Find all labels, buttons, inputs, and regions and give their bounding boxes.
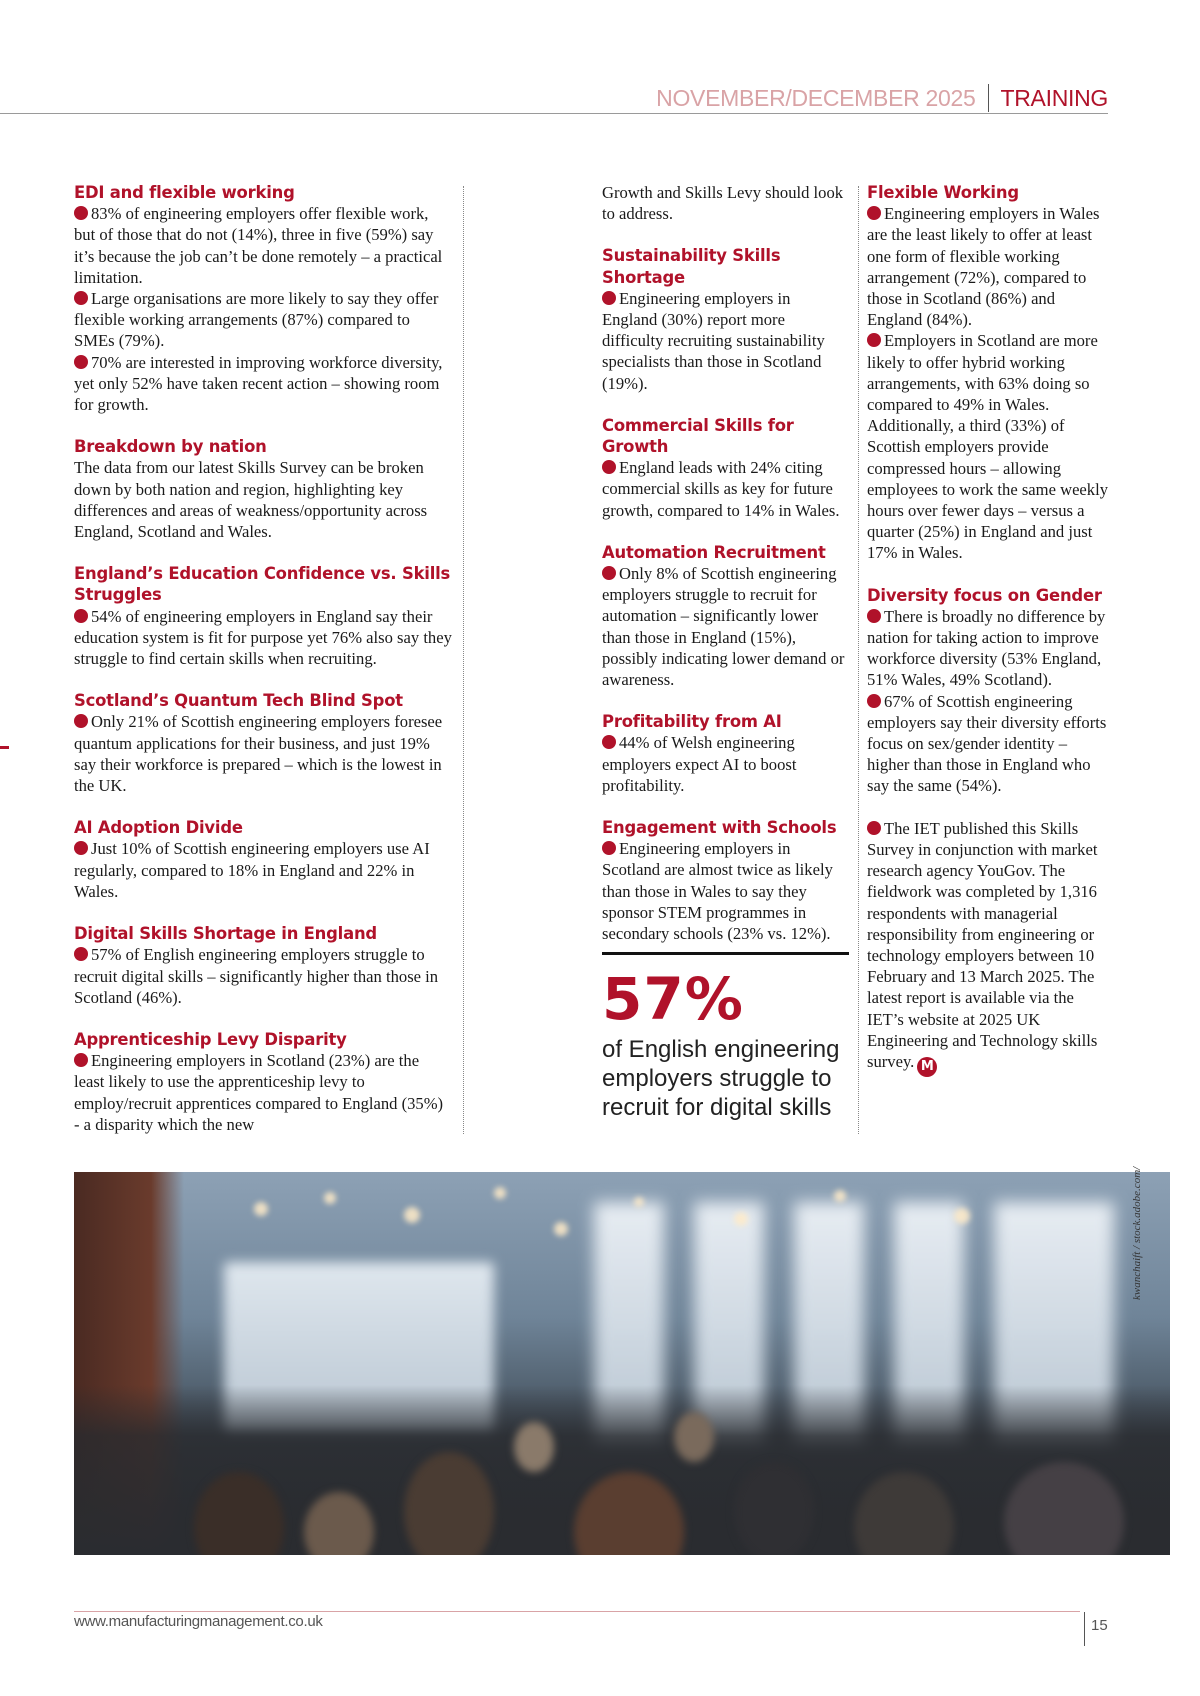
section-heading: AI Adoption Divide xyxy=(74,818,243,838)
column-divider xyxy=(858,186,859,1134)
bullet-paragraph: 70% are interested in improving workforce diversity, yet only 52% have taken recent action – showing room for growth. xyxy=(74,352,443,415)
section-name: TRAINING xyxy=(1000,84,1108,111)
column-1 xyxy=(74,182,452,1156)
article-section xyxy=(867,818,1112,1077)
bullet-paragraph: Engineering employers in England (30%) report more difficulty recruiting sustainability specialists than those in Scotland (19%). xyxy=(602,288,825,393)
bullet-paragraph: 67% of Scottish engineering employers say their diversity efforts focus on sex/gender identity – higher than those in England who say the same (54%). xyxy=(867,691,1107,796)
section-heading: Automation Recruitment xyxy=(602,542,826,562)
bullet-paragraph: Engineering employers in Scotland are almost twice as likely than those in Wales to say they sponsor STEM programmes in secondary schools (23% vs. 12%). xyxy=(602,839,833,944)
paragraph: Growth and Skills Levy should look to address. xyxy=(602,183,844,224)
article-section xyxy=(602,817,849,944)
section-heading: England’s Education Confidence vs. Skills Struggles xyxy=(74,564,451,605)
article-section xyxy=(602,415,849,521)
article-section xyxy=(602,245,849,393)
bullet-icon xyxy=(867,333,881,347)
paragraph: The data from our latest Skills Survey can be broken down by both nation and region, highlighting key differences and areas of weakness/opportunity across England, Scotland and Wales. xyxy=(74,458,428,542)
footer-separator xyxy=(1084,1612,1085,1646)
bullet-paragraph: 57% of English engineering employers struggle to recruit digital skills – significantly higher than those in Scotland (46%). xyxy=(74,945,439,1007)
header-separator xyxy=(988,84,989,112)
conference-photo xyxy=(74,1172,1170,1555)
section-heading: Profitability from AI xyxy=(602,712,782,732)
section-heading: Commercial Skills for Growth xyxy=(602,415,794,457)
section-heading: Sustainability Skills Shortage xyxy=(602,246,781,287)
section-heading: Flexible Working xyxy=(867,183,1019,202)
bullet-paragraph: Only 21% of Scottish engineering employers foresee quantum applications for their business, and just 19% say their workforce is prepared – which is the lowest in the UK. xyxy=(74,712,443,796)
bullet-icon xyxy=(602,460,616,474)
bullet-icon xyxy=(74,355,88,369)
bullet-paragraph: 54% of engineering employers in England say their education system is fit for purpose yet 76% also say they struggle to find certain skills when recruiting. xyxy=(74,606,452,669)
footer-rule xyxy=(74,1611,1080,1612)
bullet-icon xyxy=(74,291,88,305)
bullet-icon xyxy=(867,694,881,708)
issue-date: NOVEMBER/DECEMBER 2025 xyxy=(656,84,976,111)
pull-quote-figure: 57% xyxy=(602,965,744,1034)
column-2 xyxy=(602,182,849,1122)
article-section xyxy=(74,817,452,902)
bullet-paragraph: Employers in Scotland are more likely to offer hybrid working arrangements, with 63% doing so compared to 49% in Wales. Additionally, a third (33%) of Scottish employers provide compressed hours – allowing employees to work the same weekly hours over fewer days – versus a quarter (25%) in England and just 17% in Wales. xyxy=(867,331,1108,563)
website-url[interactable]: www.manufacturingmanagement.co.uk xyxy=(74,1613,323,1630)
bullet-icon xyxy=(602,291,616,305)
bullet-paragraph: Only 8% of Scottish engineering employers struggle to recruit for automation – significantly lower than those in England (15%), possibly indicating lower demand or awareness. xyxy=(602,564,845,690)
bullet-icon xyxy=(602,735,616,749)
bullet-paragraph: England leads with 24% citing commercial skills as key for future growth, compared to 14% in Wales. xyxy=(602,458,840,520)
bullet-icon xyxy=(74,841,88,855)
bullet-paragraph: Large organisations are more likely to say they offer flexible working arrangements (87%) compared to SMEs (79%). xyxy=(74,289,439,351)
bullet-icon xyxy=(867,821,881,835)
article-section xyxy=(867,182,1112,564)
article-section xyxy=(74,690,452,796)
bullet-icon xyxy=(74,1053,88,1067)
bullet-paragraph: Engineering employers in Wales are the least likely to offer at least one form of flexible working arrangement (72%), compared to those in Scotland (86%) and England (84%). xyxy=(867,204,1100,330)
article-section xyxy=(867,585,1112,797)
bullet-icon xyxy=(74,609,88,623)
section-heading: Breakdown by nation xyxy=(74,437,267,457)
section-heading: Digital Skills Shortage in England xyxy=(74,924,377,944)
page-edge-mark xyxy=(0,746,9,749)
article-section xyxy=(602,711,849,796)
page-number: 15 xyxy=(1091,1617,1108,1634)
bullet-paragraph: 83% of engineering employers offer flexible work, but of those that do not (14%), three in five (59%) say it’s because the job can’t be done remotely – a practical limitation. xyxy=(74,204,443,287)
bullet-paragraph: There is broadly no difference by nation for taking action to improve workforce diversity (53% England, 51% Wales, 49% Scotland). xyxy=(867,606,1106,690)
bullet-icon xyxy=(867,609,881,623)
section-heading: EDI and flexible working xyxy=(74,183,295,202)
column-3 xyxy=(867,182,1112,1098)
pull-quote-text: of English engineering employers struggle to recruit for digital skills xyxy=(602,1036,840,1122)
bullet-paragraph: 44% of Welsh engineering employers expect AI to boost profitability. xyxy=(602,733,797,795)
article-section xyxy=(602,542,849,690)
bullet-icon xyxy=(602,841,616,855)
section-heading: Engagement with Schools xyxy=(602,818,837,838)
section-heading: Apprenticeship Levy Disparity xyxy=(74,1029,347,1049)
column-divider xyxy=(463,186,464,1134)
article-section xyxy=(74,563,452,669)
header-rule xyxy=(0,113,1108,114)
bullet-icon xyxy=(74,714,88,728)
bullet-icon xyxy=(602,566,616,580)
article-section xyxy=(74,182,452,415)
article-section xyxy=(74,1029,452,1135)
article-section xyxy=(74,436,452,542)
bullet-paragraph: Engineering employers in Scotland (23%) are the least likely to use the apprenticeship levy to employ/recruit apprentices compared to England (35%) - a disparity which the new xyxy=(74,1051,444,1134)
bullet-paragraph: Just 10% of Scottish engineering employers use AI regularly, compared to 18% in England and 22% in Wales. xyxy=(74,839,430,901)
bullet-icon xyxy=(867,206,881,220)
article-section xyxy=(74,923,452,1008)
pull-quote-rule xyxy=(602,952,849,955)
continued-paragraph xyxy=(602,182,849,224)
section-heading: Diversity focus on Gender xyxy=(867,585,1102,605)
end-mark-icon: M xyxy=(917,1057,937,1077)
bullet-icon xyxy=(74,947,88,961)
running-header xyxy=(656,84,1108,112)
section-heading: Scotland’s Quantum Tech Blind Spot xyxy=(74,691,403,711)
photo-credit: kwanchaift / stock.adobe.com/ xyxy=(1131,1166,1143,1300)
bullet-icon xyxy=(74,206,88,220)
bullet-paragraph: The IET published this Skills Survey in conjunction with market research agency YouGov. The fieldwork was completed by 1,316 respondents with managerial responsibility from engineering or technology employers between 10 February and 13 March 2025. The latest report is available via the IET’s website at 2025 UK Engineering and Technology skills survey. M xyxy=(867,818,1112,1077)
